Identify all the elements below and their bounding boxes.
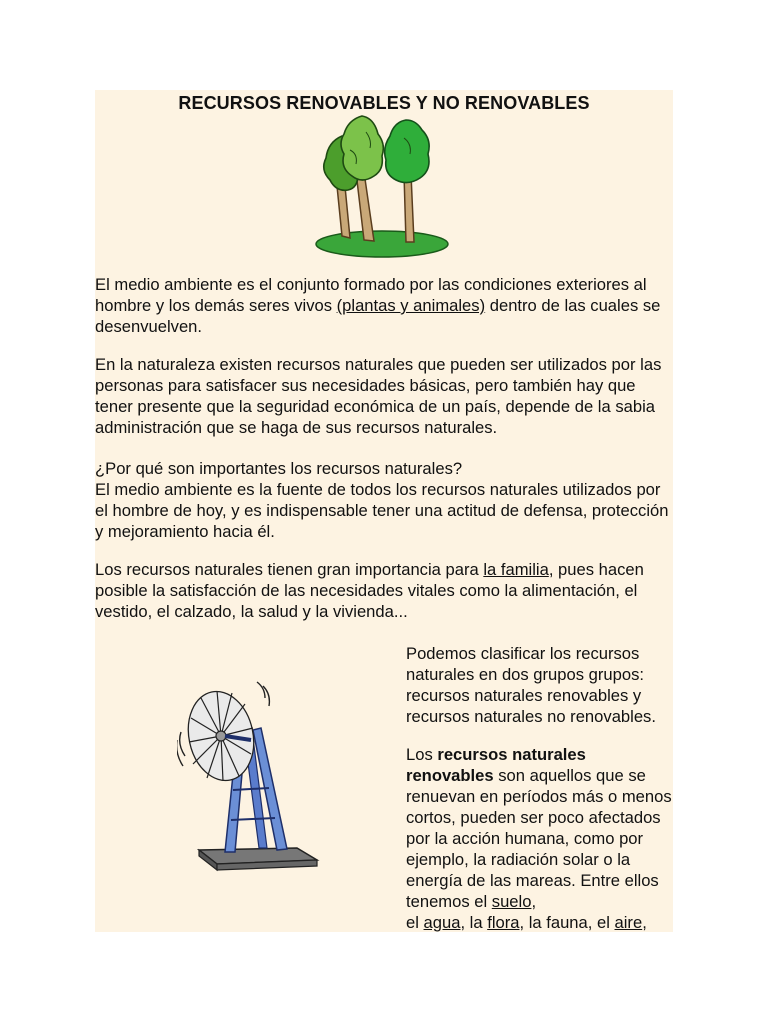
- question-heading: ¿Por qué son importantes los recursos naturales?: [95, 459, 463, 478]
- suelo-link[interactable]: suelo: [491, 892, 532, 911]
- family-paragraph: Los recursos naturales tienen gran importancia para la familia, pues hacen posible la satisfacción de las necesidades vitales como la alimentación, el vestido, el calzado, la salud y la vivienda...: [95, 560, 644, 621]
- document-page: [95, 90, 673, 932]
- resources-paragraph: En la naturaleza existen recursos naturales que pueden ser utilizados por las personas para satisfacer sus necesidades básicas, pero también hay que tener presente que la seguridad económica de un país, depende de la sabia administración que se haga de sus recursos naturales.: [95, 355, 662, 437]
- windmill-illustration: [177, 680, 327, 880]
- trees-illustration: [314, 114, 454, 259]
- aire-link[interactable]: aire: [614, 913, 643, 932]
- intro-paragraph: El medio ambiente es el conjunto formado por las condiciones exteriores al hombre y los demás seres vivos (plantas y animales) dentro de las cuales se desenvuelven.: [95, 275, 661, 336]
- renewable-term: recursos naturales renovables: [406, 745, 586, 785]
- plantas-animales-link[interactable]: (plantas y animales): [336, 296, 486, 315]
- familia-link[interactable]: la familia: [483, 560, 549, 579]
- agua-link[interactable]: agua: [423, 913, 461, 932]
- importance-paragraph: ¿Por qué son importantes los recursos naturales? El medio ambiente es la fuente de todos los recursos naturales utilizados por el hombre de hoy, y es indispensable tener una actitud de defensa, protección y mejoramiento hacia él.: [95, 459, 669, 541]
- page-title: RECURSOS RENOVABLES Y NO RENOVABLES: [178, 93, 590, 113]
- classification-paragraph: Podemos clasificar los recursos naturales en dos grupos grupos: recursos naturales renovables y recursos naturales no renovables.: [406, 644, 656, 726]
- renewable-paragraph: Los recursos naturales renovables son aquellos que se renuevan en períodos más o menos cortos, pueden ser poco afectados por la acción humana, como por ejemplo, la radiación solar o la energía de las mareas. Entre ellos tenemos el suelo, el agua, la flora, la fauna, el aire,: [406, 745, 672, 932]
- flora-link[interactable]: flora: [487, 913, 520, 932]
